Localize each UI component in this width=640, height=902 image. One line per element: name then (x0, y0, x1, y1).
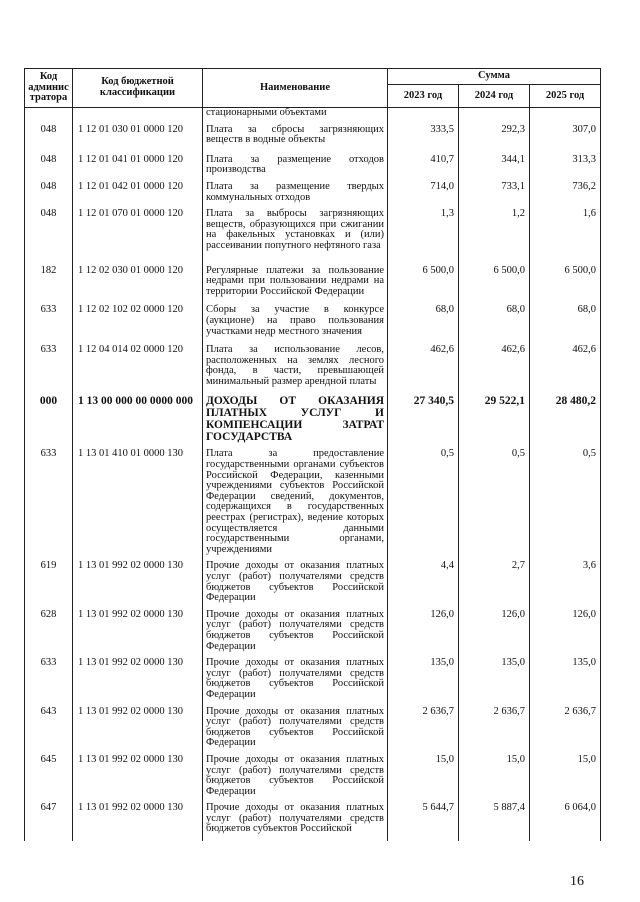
name-cell: Сборы за участие в конкурсе (аукционе) на право пользования участками недр местного значения (203, 305, 388, 345)
header-admin-line: админис (28, 81, 69, 93)
page-number: 16 (570, 874, 584, 889)
amount-2025-cell: 15,0 (530, 755, 601, 803)
amount-2024-cell: 29 522,1 (459, 395, 530, 449)
admin-code-cell: 182 (25, 266, 73, 306)
admin-code-cell: 048 (25, 209, 73, 265)
table-row (25, 707, 601, 755)
admin-code-cell: 619 (25, 561, 73, 609)
amount-2025-cell: 6 500,0 (530, 266, 601, 306)
classification-code-cell: 1 12 01 070 01 0000 120 (73, 209, 203, 265)
admin-code-cell: 647 (25, 803, 73, 841)
amount-2024-cell: 462,6 (459, 345, 530, 395)
amount-2023-cell: 135,0 (388, 658, 459, 706)
admin-code-cell: 048 (25, 182, 73, 209)
admin-code-cell (25, 108, 73, 125)
admin-code-cell: 048 (25, 125, 73, 155)
table-row (25, 155, 601, 182)
name-cell: Прочие доходы от оказания платных услуг (работ) получателями средств бюджетов субъектов Российской Федерации (203, 658, 388, 706)
name-cell: Прочие доходы от оказания платных услуг (работ) получателями средств бюджетов субъектов Российской Федерации (203, 707, 388, 755)
classification-code-cell: 1 13 01 992 02 0000 130 (73, 610, 203, 658)
amount-2024-cell: 135,0 (459, 658, 530, 706)
amount-2024-cell: 0,5 (459, 449, 530, 561)
header-budget-classification: Код бюджетной классификации (73, 69, 203, 108)
admin-code-cell: 633 (25, 449, 73, 561)
amount-2025-cell: 2 636,7 (530, 707, 601, 755)
amount-2023-cell: 5 644,7 (388, 803, 459, 841)
amount-2025-cell: 0,5 (530, 449, 601, 561)
classification-code-cell: 1 13 01 992 02 0000 130 (73, 707, 203, 755)
name-cell: Плата за выбросы загрязняющих веществ, образующихся при сжигании на факельных установках и (или) рассеивании попутного нефтяного газа (203, 209, 388, 265)
amount-2024-cell: 68,0 (459, 305, 530, 345)
amount-2025-cell: 68,0 (530, 305, 601, 345)
table-row (25, 305, 601, 345)
table-row (25, 266, 601, 306)
classification-code-cell: 1 12 02 102 02 0000 120 (73, 305, 203, 345)
classification-code-cell: 1 12 04 014 02 0000 120 (73, 345, 203, 395)
amount-2023-cell: 4,4 (388, 561, 459, 609)
name-cell: Плата за размещение твердых коммунальных отходов (203, 182, 388, 209)
amount-2025-cell: 313,3 (530, 155, 601, 182)
amount-2024-cell (459, 108, 530, 125)
amount-2023-cell: 333,5 (388, 125, 459, 155)
classification-code-cell: 1 12 02 030 01 0000 120 (73, 266, 203, 306)
table-row (25, 755, 601, 803)
classification-code-cell (73, 108, 203, 125)
header-admin-line: тратора (29, 92, 68, 104)
amount-2023-cell (388, 108, 459, 125)
header-admin-line: Код (39, 71, 58, 83)
amount-2023-cell: 27 340,5 (388, 395, 459, 449)
amount-2025-cell: 307,0 (530, 125, 601, 155)
name-cell: Регулярные платежи за пользование недрами при пользовании недрами на территории Российской Федерации (203, 266, 388, 306)
amount-2023-cell: 2 636,7 (388, 707, 459, 755)
table-row (25, 108, 601, 125)
header-sum: Сумма (388, 69, 601, 85)
classification-code-cell: 1 13 00 000 00 0000 000 (73, 395, 203, 449)
table-row (25, 209, 601, 265)
budget-revenue-table (24, 68, 601, 841)
amount-2025-cell: 3,6 (530, 561, 601, 609)
amount-2025-cell (530, 108, 601, 125)
name-cell: Плата за предоставление государственными органами субъектов Российской Федерации, казенными учреждениями субъектов Российской Федерации сведений, документов, содержащихся в государственных реестрах (регистрах), ведение которых осуществляется данными государственными органами, учреждениями (203, 449, 388, 561)
name-cell: Плата за использование лесов, расположенных на землях лесного фонда, в части, превышающей минимальный размер арендной платы (203, 345, 388, 395)
amount-2024-cell: 126,0 (459, 610, 530, 658)
amount-2024-cell: 344,1 (459, 155, 530, 182)
table-row (25, 561, 601, 609)
amount-2023-cell: 410,7 (388, 155, 459, 182)
admin-code-cell: 643 (25, 707, 73, 755)
amount-2024-cell: 15,0 (459, 755, 530, 803)
classification-code-cell: 1 13 01 992 02 0000 130 (73, 803, 203, 841)
amount-2024-cell: 1,2 (459, 209, 530, 265)
amount-2025-cell: 135,0 (530, 658, 601, 706)
name-cell: Прочие доходы от оказания платных услуг (работ) получателями средств бюджетов субъектов Российской Федерации (203, 610, 388, 658)
header-year-2025: 2025 год (530, 85, 601, 108)
amount-2023-cell: 15,0 (388, 755, 459, 803)
amount-2024-cell: 292,3 (459, 125, 530, 155)
admin-code-cell: 633 (25, 345, 73, 395)
amount-2024-cell: 733,1 (459, 182, 530, 209)
header-year-2024: 2024 год (459, 85, 530, 108)
table-row (25, 395, 601, 449)
admin-code-cell: 000 (25, 395, 73, 449)
amount-2023-cell: 714,0 (388, 182, 459, 209)
table-row (25, 182, 601, 209)
header-year-2023: 2023 год (388, 85, 459, 108)
amount-2023-cell: 1,3 (388, 209, 459, 265)
amount-2023-cell: 6 500,0 (388, 266, 459, 306)
amount-2025-cell: 1,6 (530, 209, 601, 265)
admin-code-cell: 645 (25, 755, 73, 803)
amount-2025-cell: 126,0 (530, 610, 601, 658)
header-name: Наименование (203, 69, 388, 108)
admin-code-cell: 628 (25, 610, 73, 658)
budget-table-page (24, 68, 600, 841)
amount-2024-cell: 2,7 (459, 561, 530, 609)
table-row (25, 449, 601, 561)
name-cell: Прочие доходы от оказания платных услуг (работ) получателями средств бюджетов субъектов Российской (203, 803, 388, 841)
table-row (25, 345, 601, 395)
name-cell: Плата за размещение отходов производства (203, 155, 388, 182)
table-row (25, 658, 601, 706)
amount-2023-cell: 68,0 (388, 305, 459, 345)
classification-code-cell: 1 13 01 992 02 0000 130 (73, 755, 203, 803)
name-cell: Плата за сбросы загрязняющих веществ в водные объекты (203, 125, 388, 155)
table-row (25, 803, 601, 841)
classification-code-cell: 1 12 01 041 01 0000 120 (73, 155, 203, 182)
header-admin-code (25, 69, 73, 108)
classification-code-cell: 1 13 01 992 02 0000 130 (73, 658, 203, 706)
classification-code-cell: 1 12 01 030 01 0000 120 (73, 125, 203, 155)
amount-2024-cell: 6 500,0 (459, 266, 530, 306)
amount-2024-cell: 2 636,7 (459, 707, 530, 755)
table-row (25, 610, 601, 658)
table-row (25, 125, 601, 155)
classification-code-cell: 1 13 01 410 01 0000 130 (73, 449, 203, 561)
amount-2025-cell: 6 064,0 (530, 803, 601, 841)
name-cell: стационарными объектами (203, 108, 388, 125)
admin-code-cell: 633 (25, 305, 73, 345)
amount-2025-cell: 28 480,2 (530, 395, 601, 449)
amount-2024-cell: 5 887,4 (459, 803, 530, 841)
name-cell: ДОХОДЫ ОТ ОКАЗАНИЯ ПЛАТНЫХ УСЛУГ И КОМПЕНСАЦИИ ЗАТРАТ ГОСУДАРСТВА (203, 395, 388, 449)
name-cell: Прочие доходы от оказания платных услуг (работ) получателями средств бюджетов субъектов Российской Федерации (203, 755, 388, 803)
admin-code-cell: 048 (25, 155, 73, 182)
amount-2023-cell: 462,6 (388, 345, 459, 395)
classification-code-cell: 1 13 01 992 02 0000 130 (73, 561, 203, 609)
amount-2023-cell: 0,5 (388, 449, 459, 561)
classification-code-cell: 1 12 01 042 01 0000 120 (73, 182, 203, 209)
admin-code-cell: 633 (25, 658, 73, 706)
amount-2023-cell: 126,0 (388, 610, 459, 658)
amount-2025-cell: 462,6 (530, 345, 601, 395)
name-cell: Прочие доходы от оказания платных услуг (работ) получателями средств бюджетов субъектов Российской Федерации (203, 561, 388, 609)
amount-2025-cell: 736,2 (530, 182, 601, 209)
